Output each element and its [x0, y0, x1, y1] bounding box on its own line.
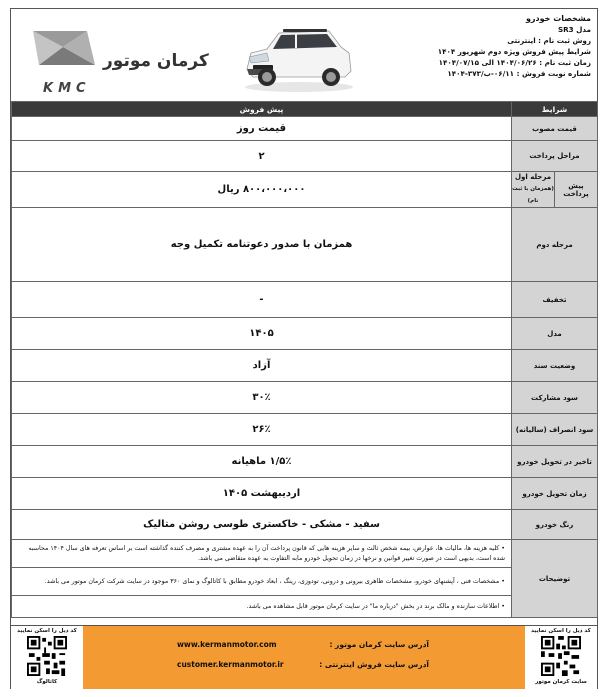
note-item: • اطلاعات سازنده و مالک برند در بخش "درباره ما" در سایت کرمان موتور قابل مشاهده می باشد. [12, 596, 512, 618]
row-value: ۳۰٪ [12, 382, 512, 414]
table-row [12, 208, 598, 282]
row-value: ۸۰۰،۰۰۰،۰۰۰ ریال [12, 172, 512, 208]
notes-label: توضیحات [512, 540, 598, 618]
notes-row [12, 540, 598, 568]
row-label: تاخیر در تحویل خودرو [512, 446, 598, 478]
row-value: - [12, 282, 512, 318]
notes-row [12, 568, 598, 596]
row-label: سود مشارکت [512, 382, 598, 414]
row-label: وضعیت سند [512, 350, 598, 382]
qr-code-icon[interactable] [27, 636, 67, 676]
row-value: ۱/۵٪ ماهیانه [12, 446, 512, 478]
sublabel-stage-one: مرحله اول [514, 173, 552, 181]
row-value: قیمت روز [12, 117, 512, 141]
table-row [12, 172, 598, 208]
table-row [12, 282, 598, 318]
row-label: پیش پرداخت [555, 172, 598, 208]
row-label: مرحله دوم [512, 208, 598, 282]
brand-name-en: KMC [43, 81, 91, 96]
site-address-label: آدرس سایت کرمان موتور : [329, 640, 429, 649]
table-row [12, 478, 598, 510]
row-label: مراحل پرداخت [512, 141, 598, 172]
sale-url-link[interactable]: customer.kermanmotor.ir [177, 660, 284, 669]
qr-catalog-block [11, 626, 83, 689]
qr-code-icon[interactable] [541, 636, 581, 676]
sublabel-with-registration: (همزمان با ثبت نام) [512, 186, 554, 204]
row-value: آزاد [12, 350, 512, 382]
row-value: ۲۶٪ [12, 414, 512, 446]
price-sheet [10, 8, 598, 689]
row-label: سود انصراف (سالیانه) [512, 414, 598, 446]
sale-notice-number: شماره نوبت فروش : ۰۶/۱۱-ب/۳۷۳-۱۴۰۴ [447, 69, 591, 78]
table-row [12, 350, 598, 382]
conditions-line: شرایط پیش فروش ویژه دوم شهریور ۱۴۰۴ [437, 47, 591, 56]
kmc-emblem-icon [29, 25, 99, 75]
vehicle-spec-block [351, 13, 591, 79]
brand-name-fa: کرمان موتور [103, 51, 209, 71]
qr-catalog-caption-top: کد ذیل را اسکن نمایید [17, 628, 77, 634]
qr-site-block [525, 626, 597, 689]
row-value: همزمان با صدور دعوتنامه تکمیل وجه [12, 208, 512, 282]
row-label: تخفیف [512, 282, 598, 318]
header-value-cell: پیش فروش [12, 102, 512, 117]
row-value: ۱۴۰۵ [12, 318, 512, 350]
row-sublabel [512, 172, 555, 208]
table-row [12, 446, 598, 478]
row-value: سفید - مشکی - خاکستری طوسی روشن متالیک [12, 510, 512, 540]
table-header-row [12, 102, 598, 117]
qr-site-caption-top: کد ذیل را اسکن نمایید [531, 628, 591, 634]
registration-method: روش ثبت نام : اینترنتی [507, 36, 591, 45]
conditions-table [11, 101, 598, 618]
table-row [12, 117, 598, 141]
row-label: مدل [512, 318, 598, 350]
table-row [12, 141, 598, 172]
model-line: مدل SR3 [557, 25, 591, 34]
qr-site-caption-bottom: سایت کرمان موتور [535, 679, 587, 685]
table-row [12, 318, 598, 350]
sheet-footer [11, 625, 597, 689]
table-row [12, 382, 598, 414]
row-label: زمان تحویل خودرو [512, 478, 598, 510]
registration-time: زمان ثبت نام : ۱۴۰۴/۰۶/۲۶ الی ۱۴۰۴/۰۷/۱۵ [438, 58, 591, 67]
sheet-header [11, 9, 597, 102]
row-value: ۲ [12, 141, 512, 172]
header-label-cell: شرایط [512, 102, 598, 117]
notes-row [12, 596, 598, 618]
brand-logo [23, 23, 209, 96]
site-url-link[interactable]: www.kermanmotor.com [177, 640, 277, 649]
table-row [12, 414, 598, 446]
footer-links-band [83, 626, 525, 689]
note-item: • کلیه هزینه ها، مالیات ها، عوارض، بیمه شخص ثالث و سایر هزینه هایی که قانون پرداخت آن را به عهده مشتری و مصرف کننده گذاشته است بر اساس تعرفه های سال ۱۴۰۴ محاسبه شده است، بدیهی است در صورت تغییر قوانین و نرخها در زمان تحویل خودرو مابه التفاوت به عهده متقاضی می باشد. [12, 540, 512, 568]
qr-catalog-caption-bottom: کاتالوگ [36, 679, 58, 685]
row-label: رنگ خودرو [512, 510, 598, 540]
row-label: قیمت مصوب [512, 117, 598, 141]
car-image [237, 17, 357, 95]
sale-address-label: آدرس سایت فروش اینترنتی : [319, 660, 429, 669]
row-value: اردیبهشت ۱۴۰۵ [12, 478, 512, 510]
table-row [12, 510, 598, 540]
spec-title: مشخصات خودرو [525, 14, 591, 23]
note-item: • مشخصات فنی ، آپشنهای خودرو، مشخصات ظاهری بیرونی و درونی، تودوزی، رینگ ، ابعاد خودرو مطابق با کاتالوگ و نمای ۳۶۰ موجود در سایت شرکت کرمان موتور می باشد. [12, 568, 512, 596]
